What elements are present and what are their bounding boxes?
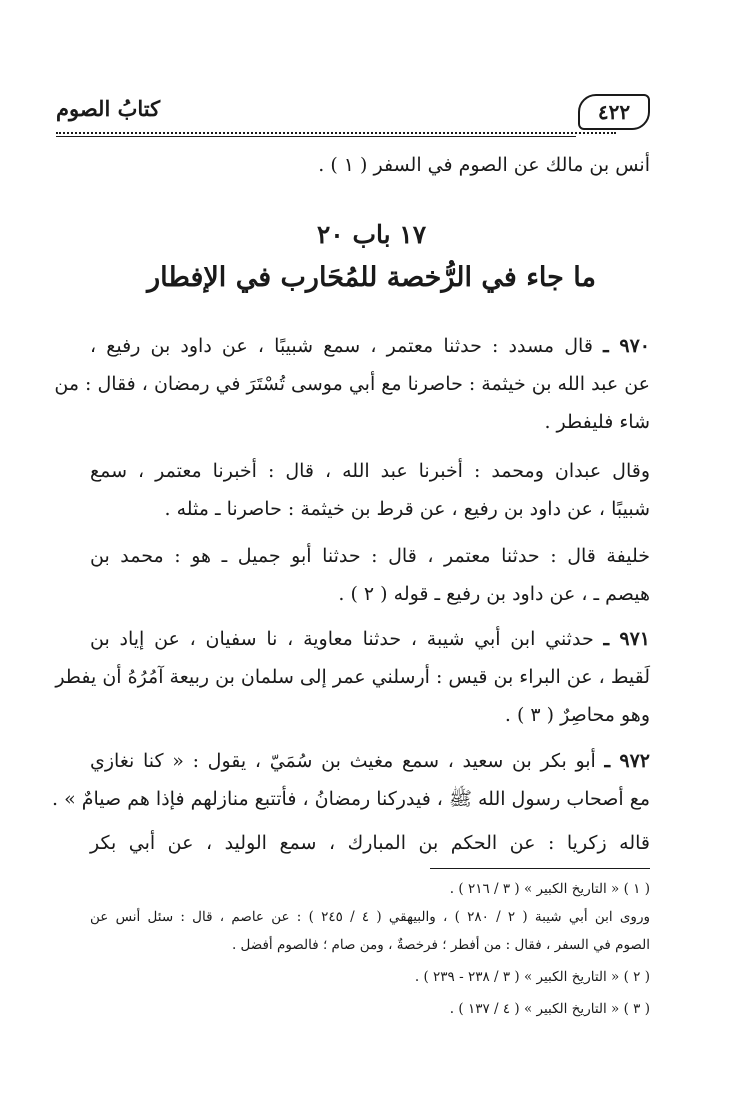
hadith-972-line-1: ٩٧٢ ـ أبو بكر بن سعيد ، سمع مغيث بن سُمَيّ ، يقول : « كنا نغازي <box>90 750 650 772</box>
hadith-number: ٩٧٠ ـ <box>603 335 650 357</box>
header-divider <box>56 132 616 134</box>
footnote-1-cont: وروى ابن أبي شيبة ( ٢ / ٢٨٠ ) ، والبيهقي ( ٤ / ٢٤٥ ) : عن عاصم ، قال : سئل أنس عن <box>90 909 650 925</box>
hadith-971-line-3: وهو محاصِرٌ ( ٣ ) . <box>504 704 650 726</box>
carryover-line: أنس بن مالك عن الصوم في السفر ( ١ ) . <box>318 154 650 176</box>
paragraph-line: شبيبًا ، عن داود بن رفيع ، عن قرط بن خيثمة : حاصرنا ـ مثله . <box>164 498 650 520</box>
paragraph-line: وقال عبدان ومحمد : أخبرنا عبد الله ، قال : أخبرنا معتمر ، سمع <box>90 460 650 482</box>
hadith-970-line-3: شاء فليفطر . <box>544 411 650 433</box>
hadith-971-line-1: ٩٧١ ـ حدثني ابن أبي شيبة ، حدثنا معاوية ، نا سفيان ، عن إياد بن <box>90 628 650 650</box>
chapter-title: ما جاء في الرُّخصة للمُحَارب في الإفطار <box>147 262 596 293</box>
chapter-number: ١٧ باب ٢٠ <box>316 220 427 249</box>
paragraph-line: قاله زكريا : عن الحكم بن المبارك ، سمع الوليد ، عن أبي بكر <box>90 832 650 854</box>
header-divider-underline <box>56 136 576 137</box>
hadith-970-line-1: ٩٧٠ ـ قال مسدد : حدثنا معتمر ، سمع شبيبًا ، عن داود بن رفيع ، <box>90 335 650 357</box>
footnote-1-cont: الصوم في السفر ، فقال : من أفطر ؛ فرخصةٌ ، ومن صام ؛ فالصوم أفضل . <box>231 937 650 953</box>
hadith-number: ٩٧١ ـ <box>603 628 650 650</box>
running-title: كتابُ الصوم <box>56 96 161 121</box>
page-number: ٤٢٢ <box>578 94 650 130</box>
hadith-number: ٩٧٢ ـ <box>604 750 650 772</box>
paragraph-line: هيصم ـ ، عن داود بن رفيع ـ قوله ( ٢ ) . <box>338 583 650 605</box>
hadith-971-line-2: لَقيط ، عن البراء بن قيس : أرسلني عمر إلى سلمان بن ربيعة آمُرُهُ أن يفطر <box>55 666 650 688</box>
footnote-2: ( ٢ ) « التاريخ الكبير » ( ٣ / ٢٣٨ - ٢٣٩ ) . <box>414 969 650 985</box>
page-header <box>56 90 650 132</box>
hadith-972-line-2: مع أصحاب رسول الله ﷺ ، فيدركنا رمضانُ ، فأتتبع منازلهم فإذا هم صيامٌ » . <box>52 788 650 810</box>
footnote-3: ( ٣ ) « التاريخ الكبير » ( ٤ / ١٣٧ ) . <box>449 1001 650 1017</box>
footnote-1: ( ١ ) « التاريخ الكبير » ( ٣ / ٢١٦ ) . <box>449 881 650 897</box>
paragraph-line: خليفة قال : حدثنا معتمر ، قال : حدثنا أبو جميل ـ هو : محمد بن <box>90 545 650 567</box>
footnote-divider <box>430 868 650 869</box>
hadith-970-line-2: عن عبد الله بن خيثمة : حاصرنا مع أبي موسى تُسْتَرَ في رمضان ، فقال : من <box>54 373 650 395</box>
